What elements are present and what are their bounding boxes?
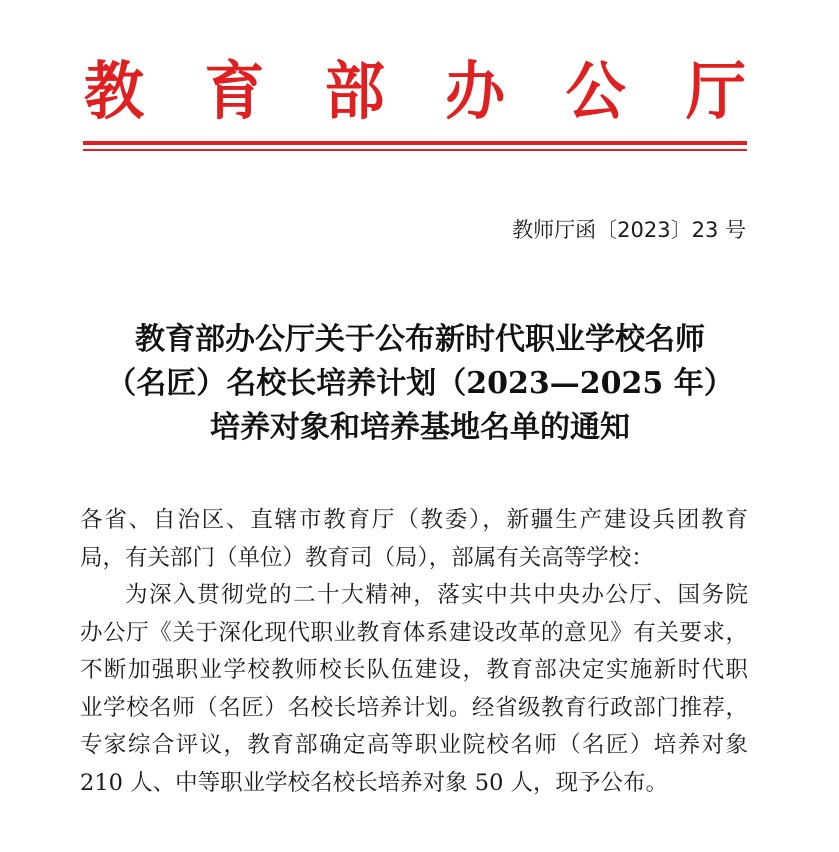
- paragraph-line: 不断加强职业学校教师校长队伍建设，教育部决定实施新时代职: [80, 657, 748, 683]
- paragraph-line: 办公厅《关于深化现代职业教育体系建设改革的意见》有关要求，: [80, 619, 748, 646]
- header-divider-thick: [83, 141, 747, 145]
- masthead-char: 部: [324, 55, 385, 129]
- header-divider-thin: [83, 149, 747, 151]
- title-line: 教育部办公厅关于公布新时代职业学校名师: [135, 322, 705, 357]
- paragraph-line: 专家综合评议，教育部确定高等职业院校名师（名匠）培养对象: [80, 732, 748, 758]
- masthead-char: 教: [84, 55, 144, 129]
- document-body: [80, 502, 748, 802]
- salutation-line: 各省、自治区、直辖市教育厅（教委），新疆生产建设兵团教育: [80, 507, 748, 533]
- masthead-char: 厅: [685, 55, 746, 129]
- paragraph-line: 业学校名师（名匠）名校长培养计划。经省级教育行政部门推荐，: [80, 694, 748, 721]
- paragraph-line: 为深入贯彻党的二十大精神，落实中共中央办公厅、国务院: [125, 582, 748, 608]
- paragraph-1: [80, 577, 748, 802]
- masthead-char: 育: [204, 55, 265, 129]
- masthead-char: 办: [445, 55, 506, 129]
- document-number: 教师厅函〔2023〕23 号: [512, 218, 746, 242]
- masthead-char: 公: [565, 55, 626, 129]
- title-line: （名匠）名校长培养计划（2023—2025 年）: [106, 366, 734, 401]
- document-title: [80, 318, 760, 450]
- salutation-line: 局，有关部门（单位）教育司（局），部属有关高等学校：: [80, 544, 654, 571]
- title-line: 培养对象和培养基地名单的通知: [210, 410, 630, 445]
- paragraph-line: 210 人、中等职业学校名校长培养对象 50 人，现予公布。: [80, 769, 669, 796]
- salutation: [80, 502, 748, 577]
- masthead-title: [84, 52, 746, 129]
